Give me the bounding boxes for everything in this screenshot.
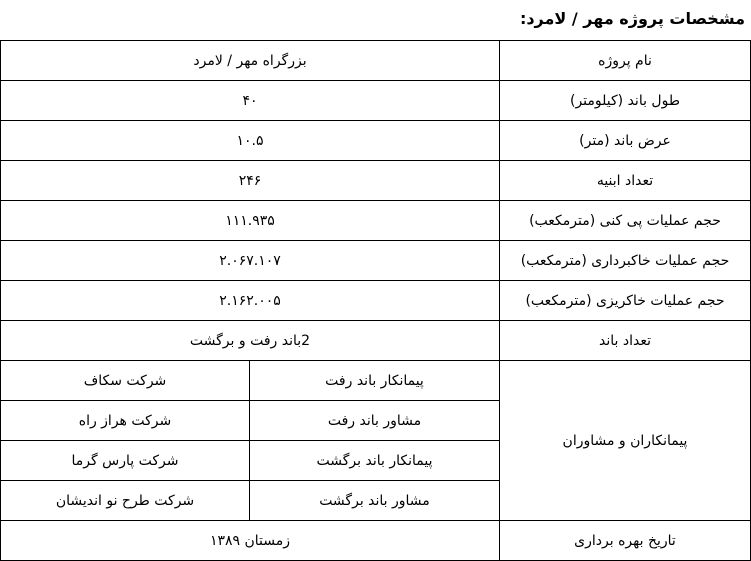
table-row (1, 121, 751, 161)
table-row (1, 521, 751, 561)
table-row (1, 201, 751, 241)
row-value: ۲.۱۶۲.۰۰۵ (1, 281, 500, 321)
table-row (1, 281, 751, 321)
row-value: ۲۴۶ (1, 161, 500, 201)
contractors-label: پیمانکاران و مشاوران (500, 361, 751, 521)
operation-date-label: تاریخ بهره برداری (500, 521, 751, 561)
row-label: حجم عملیات خاکبرداری (مترمکعب) (500, 241, 751, 281)
table-row (1, 41, 751, 81)
contractor-role: پیمانکار باند برگشت (250, 441, 500, 481)
row-label: نام پروژه (500, 41, 751, 81)
row-label: طول باند (کیلومتر) (500, 81, 751, 121)
row-label: تعداد باند (500, 321, 751, 361)
row-label: تعداد ابنیه (500, 161, 751, 201)
row-value: 2باند رفت و برگشت (1, 321, 500, 361)
row-label: عرض باند (متر) (500, 121, 751, 161)
table-row (1, 81, 751, 121)
contractor-role: مشاور باند رفت (250, 401, 500, 441)
table-row (1, 161, 751, 201)
row-label: حجم عملیات خاکریزی (مترمکعب) (500, 281, 751, 321)
table-row (1, 361, 751, 401)
row-value: ۴۰ (1, 81, 500, 121)
contractor-company: شرکت طرح نو اندیشان (1, 481, 250, 521)
contractor-role: پیمانکار باند رفت (250, 361, 500, 401)
contractor-company: شرکت سکاف (1, 361, 250, 401)
contractor-company: شرکت پارس گرما (1, 441, 250, 481)
contractor-company: شرکت هراز راه (1, 401, 250, 441)
row-label: حجم عملیات پی کنی (مترمکعب) (500, 201, 751, 241)
contractor-role: مشاور باند برگشت (250, 481, 500, 521)
operation-date-value: زمستان ۱۳۸۹ (1, 521, 500, 561)
document-title: مشخصات پروژه مهر / لامرد: (519, 9, 745, 28)
project-spec-table (0, 40, 751, 561)
row-value: ۱۱۱.۹۳۵ (1, 201, 500, 241)
row-value: بزرگراه مهر / لامرد (1, 41, 500, 81)
table-row (1, 321, 751, 361)
table-row (1, 241, 751, 281)
row-value: ۱۰.۵ (1, 121, 500, 161)
row-value: ۲.۰۶۷.۱۰۷ (1, 241, 500, 281)
